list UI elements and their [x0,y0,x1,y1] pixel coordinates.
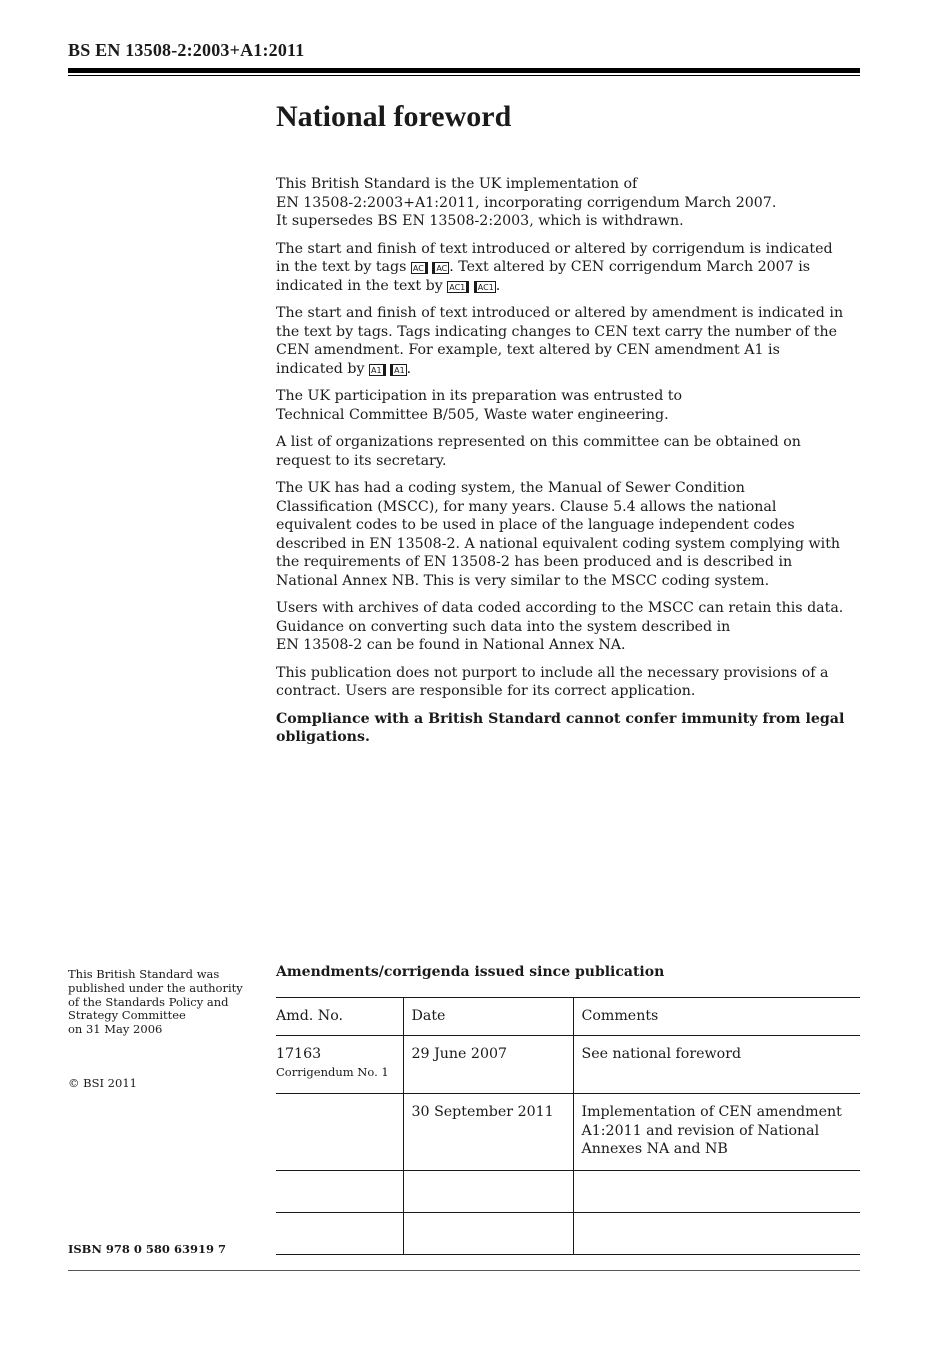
publication-note-line-1: This British Standard was [68,967,220,981]
p4-line-1: The UK participation in its preparation was entrusted to [276,388,683,404]
empty-cell [276,1171,403,1213]
p2-text-b: . Text altered by CEN corrigendum March 2007 is indicated in the text by [276,259,811,294]
a1-close-tag-icon: A1 [390,364,407,376]
p7-line-1: Users with archives of data coded according to the MSCC can retain this data. Guidance on converting such data into the system described in [276,600,844,635]
table-row [276,1036,860,1094]
amendments-title: Amendments/corrigenda issued since publication [276,964,665,980]
table-row [276,1094,860,1171]
p1-line-2: EN 13508-2:2003+A1:2011, incorporating corrigendum March 2007. [276,194,777,211]
foreword-paragraph-4 [276,387,846,424]
header-rule-thin [68,75,860,76]
foreword-paragraph-3 [276,304,846,378]
empty-cell [403,1213,573,1255]
p2-text-a: The start and finish of text introduced or altered by corrigendum is indicated in the text by tags [276,240,833,275]
foreword-paragraph-8: This publication does not purport to include all the necessary provisions of a contract. Users are responsible for its correct application. [276,664,829,699]
isbn-number: ISBN 978 0 580 63919 7 [68,1242,226,1256]
amd-no-cell [276,1036,403,1094]
page-title: National foreword [276,100,512,133]
footer-rule [68,1270,860,1271]
foreword-paragraph-2 [276,240,846,296]
amd-subtitle: Corrigendum No. 1 [276,1064,389,1079]
copyright-notice: © BSI 2011 [68,1076,137,1090]
empty-cell [573,1213,860,1255]
foreword-paragraph-1 [276,175,846,231]
p1-line-3: It supersedes BS EN 13508-2:2003, which is withdrawn. [276,213,684,229]
ac-open-tag-icon: AC [411,262,428,274]
table-row-empty [276,1213,860,1255]
p7-line-2: EN 13508-2 can be found in National Annex NA. [276,637,626,653]
foreword-paragraph-6: The UK has had a coding system, the Manual of Sewer Condition Classification (MSCC), for many years. Clause 5.4 allows the national equivalent codes to be used in place of the language independent codes described in EN 13508-2. A national equivalent coding system complying with the requirements of EN 13508-2 has been produced and is described in National Annex NB. This is very similar to the MSCC coding system. [276,480,841,589]
empty-cell [276,1213,403,1255]
header-date: Date [403,998,573,1036]
date-cell: 29 June 2007 [403,1036,573,1094]
foreword-paragraph-7 [276,599,846,655]
publication-note [68,968,258,1037]
amd-number: 17163 [276,1046,322,1062]
table-row-empty [276,1171,860,1213]
empty-cell [573,1171,860,1213]
publication-note-line-4: Strategy Committee [68,1008,186,1023]
document-code: BS EN 13508-2:2003+A1:2011 [68,40,305,60]
publication-note-line-3: of the Standards Policy and [68,994,229,1009]
a1-open-tag-icon: A1 [369,364,386,376]
comments-cell: See national foreword [573,1036,860,1094]
p2-text-c: . [495,277,501,294]
p4-line-2: Technical Committee B/505, Waste water engineering. [276,406,669,423]
header-rule-thick [68,68,860,73]
ac1-open-tag-icon: AC1 [447,281,469,293]
publication-note-line-5: on 31 May 2006 [68,1022,163,1037]
publication-note-line-2: published under the authority [68,980,243,995]
foreword-paragraph-5: A list of organizations represented on this committee can be obtained on request to its secretary. [276,434,801,469]
compliance-statement: Compliance with a British Standard cannot confer immunity from legal obligations. [276,710,845,745]
p3-text-a: The start and finish of text introduced or altered by amendment is indicated in the text by tags. Tags indicating changes to CEN text carry the number of the CEN amendment. For example, text altered by CEN amendment A1 is indicated by [276,305,844,377]
amd-no-cell [276,1094,403,1171]
p1-line-1: This British Standard is the UK implementation of [276,176,638,192]
foreword-body [276,175,846,756]
ac1-close-tag-icon: AC1 [474,281,496,293]
ac-close-tag-icon: AC [432,262,449,274]
empty-cell [403,1171,573,1213]
header-comments: Comments [573,998,860,1036]
p3-text-b: . [406,360,412,377]
header-amd-no: Amd. No. [276,998,403,1036]
date-cell: 30 September 2011 [403,1094,573,1171]
comments-cell: Implementation of CEN amendment A1:2011 and revision of National Annexes NA and NB [573,1094,860,1171]
amendments-table [276,997,860,1255]
table-header-row [276,998,860,1036]
